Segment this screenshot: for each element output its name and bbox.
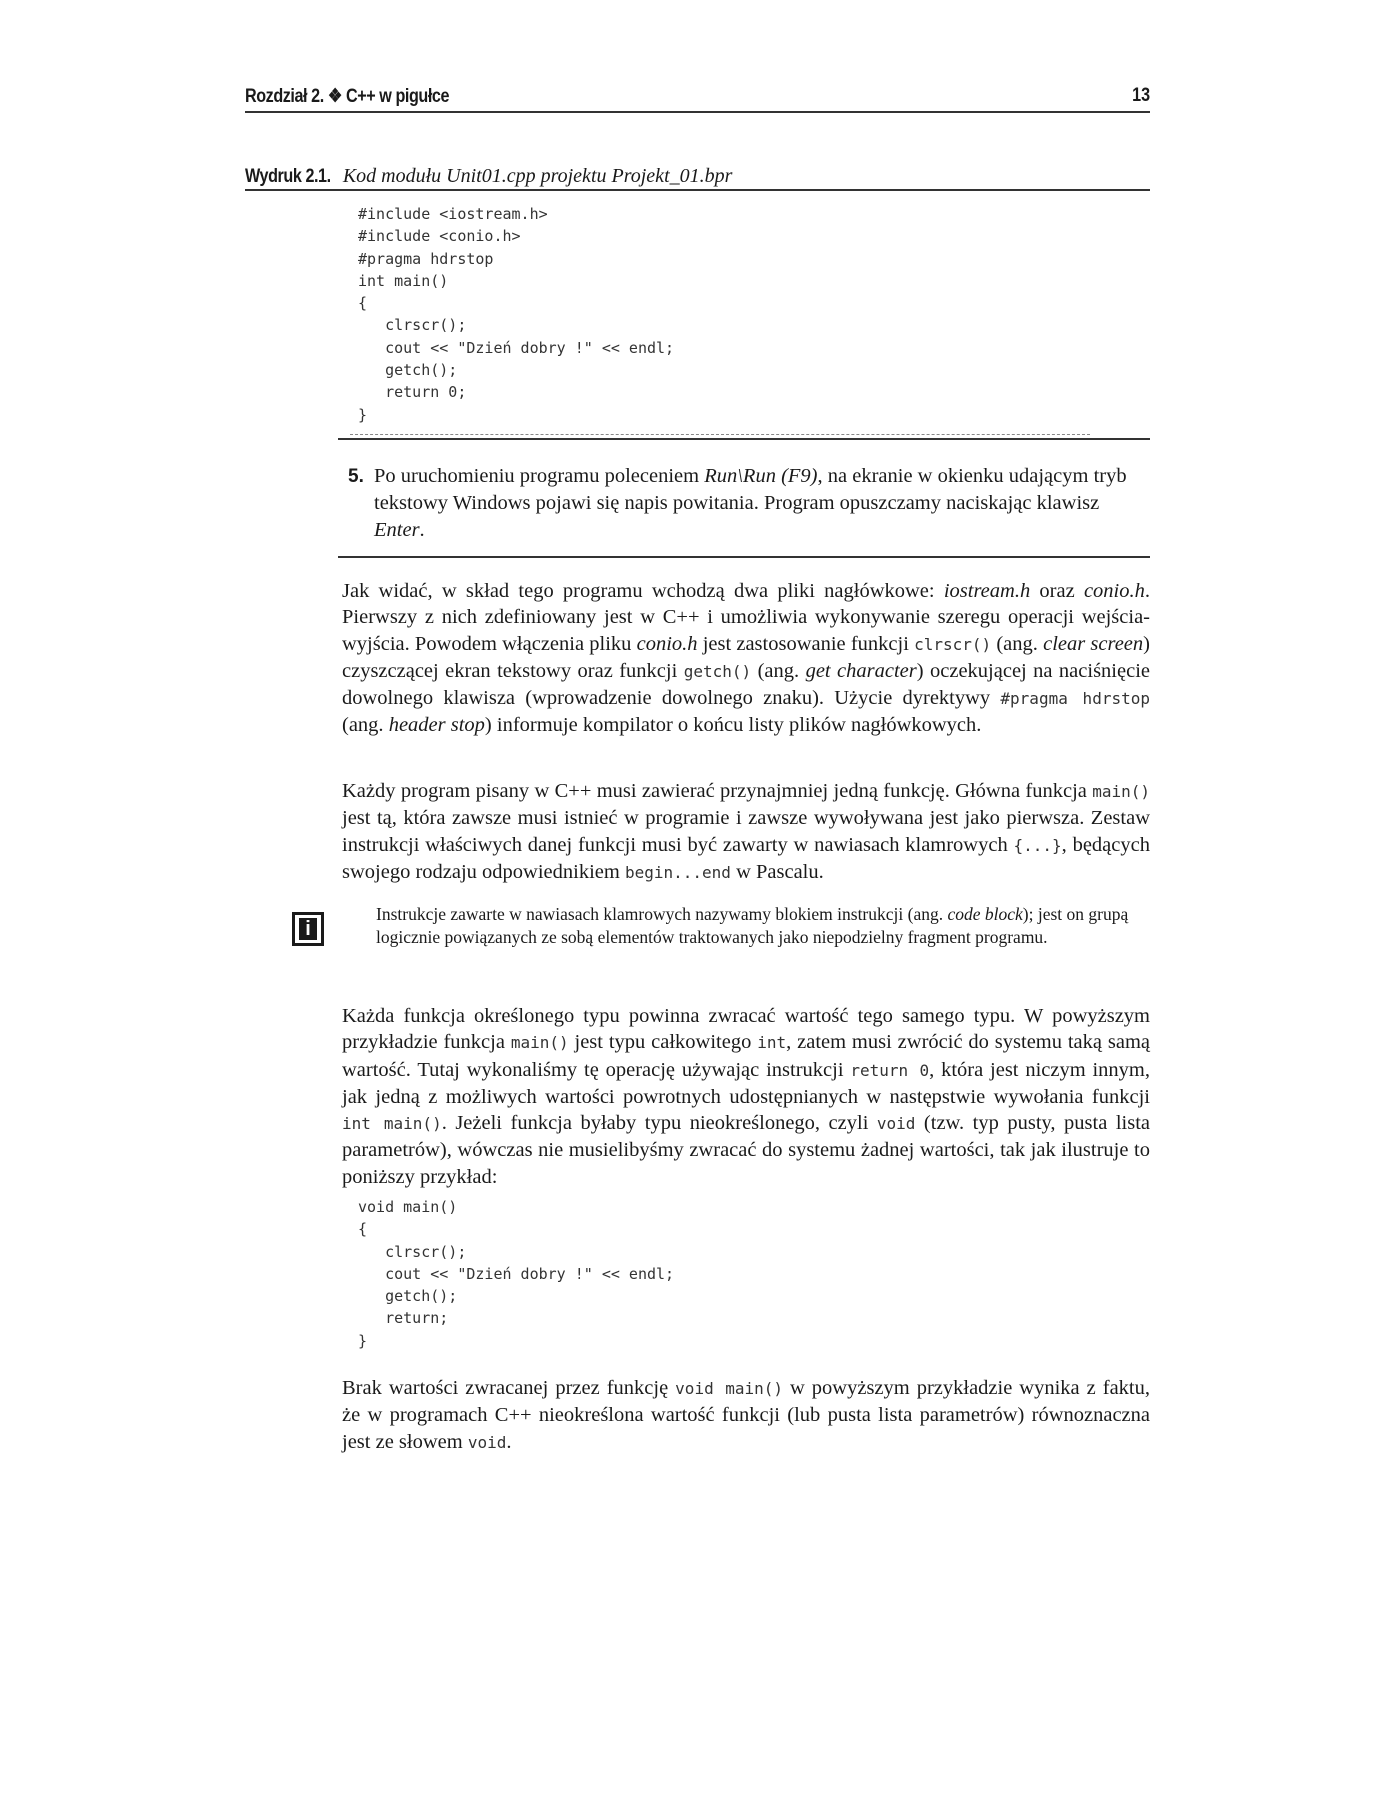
text-run: w Pascalu. xyxy=(730,860,824,883)
text-run: . Jeżeli funkcja byłaby typu nieokreślonego, czyli xyxy=(441,1112,877,1135)
code-line: void main() xyxy=(358,1198,458,1216)
listing-title: Kod modułu Unit01.cpp projektu Projekt_01.bpr xyxy=(342,165,733,187)
code-line: } xyxy=(358,405,368,424)
text-run: , która jest niczym innym, jak jedną z możliwych wartości powrotnych udostępnianych w następstwie wywołania funkcji xyxy=(342,1058,1151,1108)
text-run: Jak widać, w skład tego programu wchodzą dwa pliki nagłówkowe: xyxy=(342,580,944,602)
code-line: #pragma hdrstop xyxy=(358,249,494,268)
chapter-title: Rozdział 2. ❖ C++ w pigułce xyxy=(245,86,450,107)
inline-code: int main() xyxy=(342,1114,442,1134)
filename: conio.h xyxy=(1083,580,1145,602)
text-run: ); jest on grupą logicznie powiązanych ze sobą elementów traktowanych jako niepodzielny fragment programu. xyxy=(376,904,1129,947)
text-run: (ang. xyxy=(342,714,389,737)
paragraph-headers xyxy=(342,578,1150,739)
step-number: 5. xyxy=(348,466,364,487)
code-line: clrscr(); xyxy=(358,1242,467,1261)
code-line: getch(); xyxy=(358,361,458,380)
term: clear screen xyxy=(1043,632,1144,655)
listing-end-rule xyxy=(338,438,1150,440)
info-glyph: i xyxy=(299,918,317,940)
listing-caption xyxy=(245,165,1150,191)
code-line: { xyxy=(358,1220,368,1239)
dashed-divider xyxy=(350,434,1090,439)
info-icon xyxy=(292,912,324,946)
code-line: #include <conio.h> xyxy=(358,227,521,246)
listing-label: Wydruk 2.1. xyxy=(245,166,331,187)
term: get character xyxy=(805,659,917,682)
text-run: ) oczekującej na naciśnięcie dowolnego klawisza (wprowadzenie dowolnego znaku). Użycie dyrektywy xyxy=(342,659,1150,710)
text-run: w powyższym przykładzie wynika z faktu, że w programach C++ nieokreślona wartość funkcji (lub pusta lista parametrów) równoznaczna jest ze słowem xyxy=(342,1377,1150,1453)
code-listing-1 xyxy=(358,203,674,426)
code-line: #include <iostream.h> xyxy=(358,205,548,223)
step-text xyxy=(374,463,1128,544)
inline-code: void xyxy=(467,1432,507,1452)
numbered-step xyxy=(348,463,1128,544)
code-line: cout << "Dzień dobry !" << endl; xyxy=(358,338,675,357)
text-run: . xyxy=(419,519,425,541)
code-line: clrscr(); xyxy=(358,316,467,335)
code-line: getch(); xyxy=(358,1287,458,1306)
text-run: ) informuje kompilator o końcu listy plików nagłówkowych. xyxy=(484,714,982,737)
key-name: Enter xyxy=(374,519,420,541)
text-run: . xyxy=(506,1430,512,1453)
filename: iostream.h xyxy=(943,580,1031,602)
text-run: . Pierwszy z nich zdefiniowany jest w C++ i umożliwia wykonywanie szeregu operacji wejścia-wyjścia. Powodem włączenia pliku xyxy=(342,580,1150,655)
filename: conio.h xyxy=(636,632,698,655)
inline-code: return 0 xyxy=(850,1060,930,1080)
text-run: oraz xyxy=(1030,580,1084,602)
menu-command: Run\Run (F9) xyxy=(704,465,818,487)
page-number: 13 xyxy=(1132,85,1150,106)
text-run: (ang. xyxy=(991,632,1044,655)
code-line: return 0; xyxy=(358,383,467,402)
text-run: jest typu całkowitego xyxy=(568,1031,758,1054)
code-line: cout << "Dzień dobry !" << endl; xyxy=(358,1264,675,1283)
code-line: int main() xyxy=(358,271,449,290)
inline-code: #pragma hdrstop xyxy=(1000,689,1150,709)
text-run: Instrukcje zawarte w nawiasach klamrowych nazywamy blokiem instrukcji (ang. xyxy=(376,904,948,924)
text-run: , będących swojego rodzaju odpowiednikiem xyxy=(342,833,1150,883)
code-listing-2 xyxy=(358,1196,674,1352)
text-run: , zatem musi zwrócić do systemu taką samą wartość. Tutaj wykonaliśmy tę operację używając instrukcji xyxy=(342,1031,1150,1081)
running-header xyxy=(245,85,1150,113)
inline-code: main() xyxy=(510,1033,569,1053)
inline-code: begin...end xyxy=(624,862,731,882)
text-run: Brak wartości zwracanej przez funkcję xyxy=(342,1377,676,1399)
step-rule xyxy=(338,556,1150,558)
paragraph-void xyxy=(342,1375,1150,1456)
text-run: Każda funkcja określonego typu powinna zwracać wartość tego samego typu. W powyższym przykładzie funkcja xyxy=(342,1005,1150,1054)
text-run: ) czyszczącej ekran tekstowy oraz funkcji xyxy=(342,632,1150,682)
inline-code: {...} xyxy=(1013,835,1062,855)
info-note xyxy=(376,903,1156,949)
text-run: jest tą, która zawsze musi istnieć w programie i zawsze wywoływana jest jako pierwsza. Zestaw instrukcji właściwych danej funkcji musi być zawarty w nawiasach klamrowych xyxy=(342,807,1150,856)
text-run: (tzw. typ pusty, pusta lista parametrów), wówczas nie musielibyśmy zwracać do systemu żadnej wartości, tak jak ilustruje to poniższy przykład: xyxy=(342,1112,1150,1188)
text-run: (ang. xyxy=(751,659,806,682)
text-run: Po uruchomieniu programu poleceniem xyxy=(374,465,705,487)
text-run: , na ekranie w okienku udającym tryb tekstowy Windows pojawi się napis powitania. Program opuszczamy naciskając klawisz xyxy=(374,465,1127,514)
term: code block xyxy=(947,904,1023,924)
code-line: { xyxy=(358,294,368,313)
inline-code: clrscr() xyxy=(914,634,992,654)
inline-code: getch() xyxy=(683,661,752,681)
inline-code: void main() xyxy=(675,1379,783,1398)
paragraph-return-values xyxy=(342,1003,1150,1190)
code-line: return; xyxy=(358,1309,449,1328)
code-line: } xyxy=(358,1331,368,1350)
inline-code: void xyxy=(876,1114,916,1134)
text-run: Każdy program pisany w C++ musi zawierać przynajmniej jedną funkcję. Główna funkcja xyxy=(342,780,1093,802)
inline-code: main() xyxy=(1092,782,1150,801)
term: header stop xyxy=(388,714,485,737)
inline-code: int xyxy=(757,1033,787,1053)
paragraph-main-function xyxy=(342,778,1150,886)
text-run: jest zastosowanie funkcji xyxy=(697,632,915,655)
